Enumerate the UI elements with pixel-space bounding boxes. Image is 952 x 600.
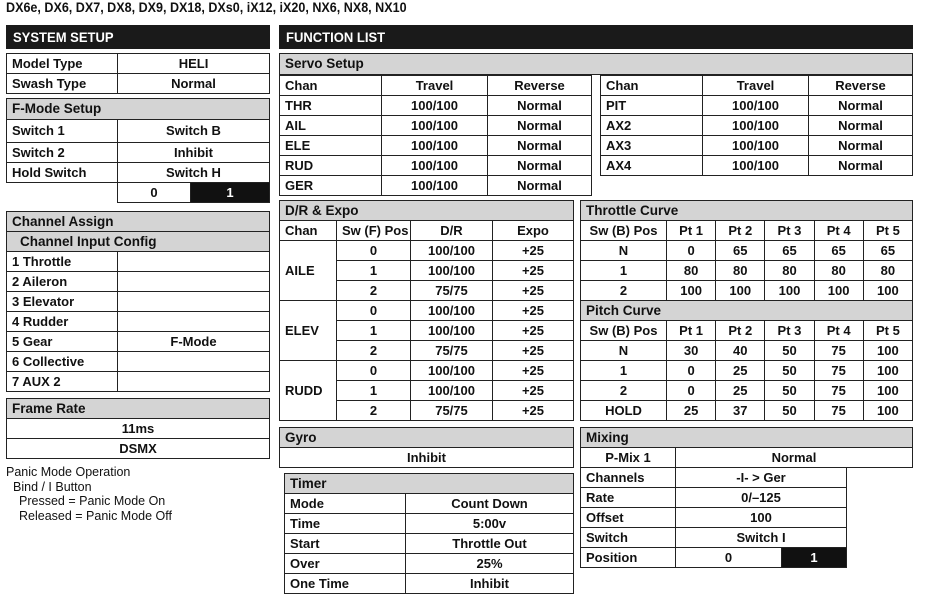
servo-chan: THR	[280, 96, 382, 116]
channel-label: 1 Throttle	[7, 252, 118, 272]
channel-label: 4 Rudder	[7, 312, 118, 332]
fmode-pos-1: 1	[191, 183, 270, 203]
servo-chan: PIT	[601, 96, 703, 116]
table-row	[285, 514, 574, 534]
servo-travel: 100/100	[382, 96, 488, 116]
table-row	[280, 176, 592, 196]
model-table	[6, 53, 270, 94]
curve-point: 65	[863, 241, 912, 261]
curve-switch-pos: HOLD	[581, 401, 667, 421]
hold-switch-value: Switch H	[118, 163, 270, 183]
servo-reverse: Normal	[488, 136, 592, 156]
curve-column-header: Pt 5	[863, 221, 912, 241]
dr-pos: 1	[337, 381, 411, 401]
dr-col-chan: Chan	[280, 221, 337, 241]
channel-value	[118, 272, 270, 292]
dr-value: 100/100	[411, 381, 493, 401]
table-row	[581, 341, 913, 361]
channel-label: 5 Gear	[7, 332, 118, 352]
curve-point: 40	[716, 341, 765, 361]
channel-value	[118, 292, 270, 312]
expo-value: +25	[493, 241, 574, 261]
timer-label: Time	[285, 514, 406, 534]
curve-switch-pos: 1	[581, 361, 667, 381]
channel-label: 7 AUX 2	[7, 372, 118, 392]
curve-column-header: Pt 1	[667, 221, 716, 241]
dr-chan: RUDD	[280, 361, 337, 421]
table-row	[601, 156, 913, 176]
dr-value: 100/100	[411, 261, 493, 281]
curve-column-header: Pt 3	[765, 321, 814, 341]
dr-value: 75/75	[411, 281, 493, 301]
mix-label: Rate	[581, 488, 676, 508]
page-title: DX6e, DX6, DX7, DX8, DX9, DX18, DXs0, iX12, iX20, NX6, NX8, NX10	[6, 0, 407, 15]
mix-label: Channels	[581, 468, 676, 488]
servo-reverse: Normal	[809, 116, 913, 136]
curve-point: 75	[814, 341, 863, 361]
expo-value: +25	[493, 301, 574, 321]
servo-reverse: Normal	[488, 176, 592, 196]
curve-point: 100	[716, 281, 765, 301]
hold-switch-label: Hold Switch	[7, 163, 118, 183]
table-row	[285, 554, 574, 574]
table-row	[280, 96, 592, 116]
servo-col-reverse: Reverse	[809, 76, 913, 96]
channel-assign-heading: Channel Assign	[7, 212, 270, 232]
dr-chan: AILE	[280, 241, 337, 301]
curve-switch-pos: 2	[581, 281, 667, 301]
servo-col-reverse: Reverse	[488, 76, 592, 96]
curve-point: 65	[716, 241, 765, 261]
servo-chan: ELE	[280, 136, 382, 156]
mix-value: Switch I	[676, 528, 847, 548]
frame-rate-mode: DSMX	[7, 439, 270, 459]
servo-reverse: Normal	[809, 96, 913, 116]
timer-table	[284, 473, 574, 594]
channel-label: 2 Aileron	[7, 272, 118, 292]
servo-chan: RUD	[280, 156, 382, 176]
table-row	[7, 332, 270, 352]
dr-value: 75/75	[411, 341, 493, 361]
switch2-value: Inhibit	[118, 143, 270, 163]
servo-chan: AIL	[280, 116, 382, 136]
curves-table	[580, 200, 913, 421]
table-row	[581, 241, 913, 261]
curve-point: 0	[667, 361, 716, 381]
timer-heading: Timer	[285, 474, 574, 494]
fmode-table	[6, 98, 270, 203]
mix-label: Switch	[581, 528, 676, 548]
pmix-name: P-Mix 1	[581, 448, 676, 468]
curve-point: 80	[667, 261, 716, 281]
curve-column-header: Pt 3	[765, 221, 814, 241]
channel-value	[118, 252, 270, 272]
curve-point: 25	[667, 401, 716, 421]
curve-point: 100	[863, 401, 912, 421]
curve-switch-pos: 1	[581, 261, 667, 281]
dr-pos: 1	[337, 321, 411, 341]
expo-value: +25	[493, 341, 574, 361]
expo-value: +25	[493, 261, 574, 281]
timer-value: Throttle Out	[406, 534, 574, 554]
gyro-heading: Gyro	[280, 428, 574, 448]
servo-right-table	[600, 75, 913, 176]
servo-reverse: Normal	[809, 156, 913, 176]
curve-point: 100	[667, 281, 716, 301]
pitch-curve-heading: Pitch Curve	[581, 301, 913, 321]
curve-point: 80	[814, 261, 863, 281]
gyro-table	[279, 427, 574, 468]
fmode-heading: F-Mode Setup	[7, 99, 270, 120]
curve-column-header: Pt 1	[667, 321, 716, 341]
timer-label: Over	[285, 554, 406, 574]
switch1-label: Switch 1	[7, 120, 118, 143]
servo-reverse: Normal	[488, 156, 592, 176]
curve-point: 75	[814, 381, 863, 401]
dr-pos: 0	[337, 361, 411, 381]
table-row	[581, 361, 913, 381]
servo-travel: 100/100	[703, 136, 809, 156]
servo-travel: 100/100	[382, 136, 488, 156]
servo-travel: 100/100	[703, 116, 809, 136]
dr-value: 75/75	[411, 401, 493, 421]
table-row	[280, 116, 592, 136]
mix-value: -I- > Ger	[676, 468, 847, 488]
dr-chan: ELEV	[280, 301, 337, 361]
system-setup-header: SYSTEM SETUP	[6, 25, 270, 49]
curve-point: 25	[716, 381, 765, 401]
table-row	[280, 241, 574, 261]
curve-point: 100	[863, 361, 912, 381]
curve-point: 50	[765, 381, 814, 401]
curve-point: 0	[667, 381, 716, 401]
table-row	[581, 528, 913, 548]
timer-value: 25%	[406, 554, 574, 574]
channel-value	[118, 352, 270, 372]
panic-line-3: Released = Panic Mode Off	[19, 508, 172, 523]
dr-pos: 1	[337, 261, 411, 281]
dr-pos: 2	[337, 281, 411, 301]
timer-label: Mode	[285, 494, 406, 514]
curve-point: 50	[765, 341, 814, 361]
table-row	[7, 252, 270, 272]
fmode-pos-0: 0	[118, 183, 191, 203]
table-row	[285, 574, 574, 594]
servo-chan: GER	[280, 176, 382, 196]
servo-col-chan: Chan	[280, 76, 382, 96]
dr-pos: 0	[337, 301, 411, 321]
panic-line-1: Bind / I Button	[13, 479, 92, 494]
curve-column-header: Pt 2	[716, 221, 765, 241]
dr-expo-table	[279, 200, 574, 421]
function-list-header: FUNCTION LIST	[279, 25, 913, 49]
expo-value: +25	[493, 401, 574, 421]
dr-pos: 0	[337, 241, 411, 261]
mix-value: 100	[676, 508, 847, 528]
servo-travel: 100/100	[382, 176, 488, 196]
expo-value: +25	[493, 381, 574, 401]
dr-value: 100/100	[411, 321, 493, 341]
curve-point: 0	[667, 241, 716, 261]
table-row	[280, 361, 574, 381]
table-row	[601, 116, 913, 136]
mix-pos-1: 1	[782, 548, 847, 568]
table-row	[581, 508, 913, 528]
mix-label: Offset	[581, 508, 676, 528]
curve-point: 100	[863, 341, 912, 361]
curve-point: 100	[765, 281, 814, 301]
timer-label: Start	[285, 534, 406, 554]
curve-point: 80	[765, 261, 814, 281]
table-row	[280, 301, 574, 321]
table-row	[581, 468, 913, 488]
servo-setup-heading-table	[279, 53, 913, 75]
curve-switch-pos: 2	[581, 381, 667, 401]
table-row	[7, 312, 270, 332]
table-row	[280, 156, 592, 176]
mix-pos-0: 0	[676, 548, 782, 568]
curve-point: 80	[863, 261, 912, 281]
servo-left-table	[279, 75, 592, 196]
table-row	[7, 372, 270, 392]
servo-col-travel: Travel	[703, 76, 809, 96]
curve-point: 37	[716, 401, 765, 421]
curve-switch-pos: N	[581, 241, 667, 261]
curve-point: 65	[814, 241, 863, 261]
channel-value: F-Mode	[118, 332, 270, 352]
swash-type-label: Swash Type	[7, 74, 118, 94]
expo-value: +25	[493, 361, 574, 381]
table-row	[581, 381, 913, 401]
channel-value	[118, 372, 270, 392]
servo-setup-heading: Servo Setup	[280, 54, 913, 75]
servo-chan: AX4	[601, 156, 703, 176]
model-type-value: HELI	[118, 54, 270, 74]
servo-travel: 100/100	[382, 116, 488, 136]
channel-input-config-heading: Channel Input Config	[7, 232, 270, 252]
panic-line-2: Pressed = Panic Mode On	[19, 494, 166, 508]
servo-travel: 100/100	[703, 96, 809, 116]
dr-pos: 2	[337, 341, 411, 361]
servo-chan: AX3	[601, 136, 703, 156]
throttle-curve-heading: Throttle Curve	[581, 201, 913, 221]
servo-reverse: Normal	[488, 96, 592, 116]
curve-column-header: Pt 4	[814, 321, 863, 341]
table-row	[280, 136, 592, 156]
dr-pos: 2	[337, 401, 411, 421]
dr-col-dr: D/R	[411, 221, 493, 241]
expo-value: +25	[493, 281, 574, 301]
servo-reverse: Normal	[488, 116, 592, 136]
curve-point: 50	[765, 361, 814, 381]
curve-point: 25	[716, 361, 765, 381]
curve-column-header: Pt 5	[863, 321, 912, 341]
frame-rate-heading: Frame Rate	[7, 399, 270, 419]
swash-type-value: Normal	[118, 74, 270, 94]
curve-column-header: Sw (B) Pos	[581, 321, 667, 341]
table-row	[581, 401, 913, 421]
switch2-label: Switch 2	[7, 143, 118, 163]
channel-value	[118, 312, 270, 332]
servo-travel: 100/100	[382, 156, 488, 176]
frame-rate-value: 11ms	[7, 419, 270, 439]
table-row	[581, 488, 913, 508]
curve-point: 100	[863, 281, 912, 301]
pmix-type: Normal	[676, 448, 913, 468]
curve-point: 100	[814, 281, 863, 301]
table-row	[581, 281, 913, 301]
gyro-value: Inhibit	[280, 448, 574, 468]
curve-point: 65	[765, 241, 814, 261]
model-type-label: Model Type	[7, 54, 118, 74]
dr-col-expo: Expo	[493, 221, 574, 241]
servo-travel: 100/100	[703, 156, 809, 176]
channel-assign-table	[6, 211, 270, 392]
table-row	[285, 494, 574, 514]
timer-label: One Time	[285, 574, 406, 594]
curve-point: 50	[765, 401, 814, 421]
table-row	[601, 96, 913, 116]
curve-point: 80	[716, 261, 765, 281]
channel-label: 3 Elevator	[7, 292, 118, 312]
servo-col-chan: Chan	[601, 76, 703, 96]
table-row	[7, 272, 270, 292]
panic-line-0: Panic Mode Operation	[6, 465, 131, 479]
dr-col-pos: Sw (F) Pos	[337, 221, 411, 241]
curve-column-header: Sw (B) Pos	[581, 221, 667, 241]
curve-column-header: Pt 4	[814, 221, 863, 241]
table-row	[7, 352, 270, 372]
table-row	[7, 292, 270, 312]
curve-column-header: Pt 2	[716, 321, 765, 341]
timer-value: Inhibit	[406, 574, 574, 594]
frame-rate-table	[6, 398, 270, 459]
table-row	[601, 136, 913, 156]
switch1-value: Switch B	[118, 120, 270, 143]
mixing-heading: Mixing	[581, 428, 913, 448]
panic-mode-notes	[6, 465, 172, 523]
channel-label: 6 Collective	[7, 352, 118, 372]
dr-value: 100/100	[411, 241, 493, 261]
curve-point: 100	[863, 381, 912, 401]
mix-position-label: Position	[581, 548, 676, 568]
timer-value: 5:00v	[406, 514, 574, 534]
dr-value: 100/100	[411, 361, 493, 381]
table-row	[581, 261, 913, 281]
dr-value: 100/100	[411, 301, 493, 321]
curve-point: 30	[667, 341, 716, 361]
dr-expo-heading: D/R & Expo	[280, 201, 574, 221]
expo-value: +25	[493, 321, 574, 341]
timer-value: Count Down	[406, 494, 574, 514]
table-row	[285, 534, 574, 554]
servo-reverse: Normal	[809, 136, 913, 156]
mix-value: 0/–125	[676, 488, 847, 508]
curve-point: 75	[814, 401, 863, 421]
servo-col-travel: Travel	[382, 76, 488, 96]
curve-point: 75	[814, 361, 863, 381]
servo-chan: AX2	[601, 116, 703, 136]
mixing-table	[580, 427, 913, 568]
curve-switch-pos: N	[581, 341, 667, 361]
